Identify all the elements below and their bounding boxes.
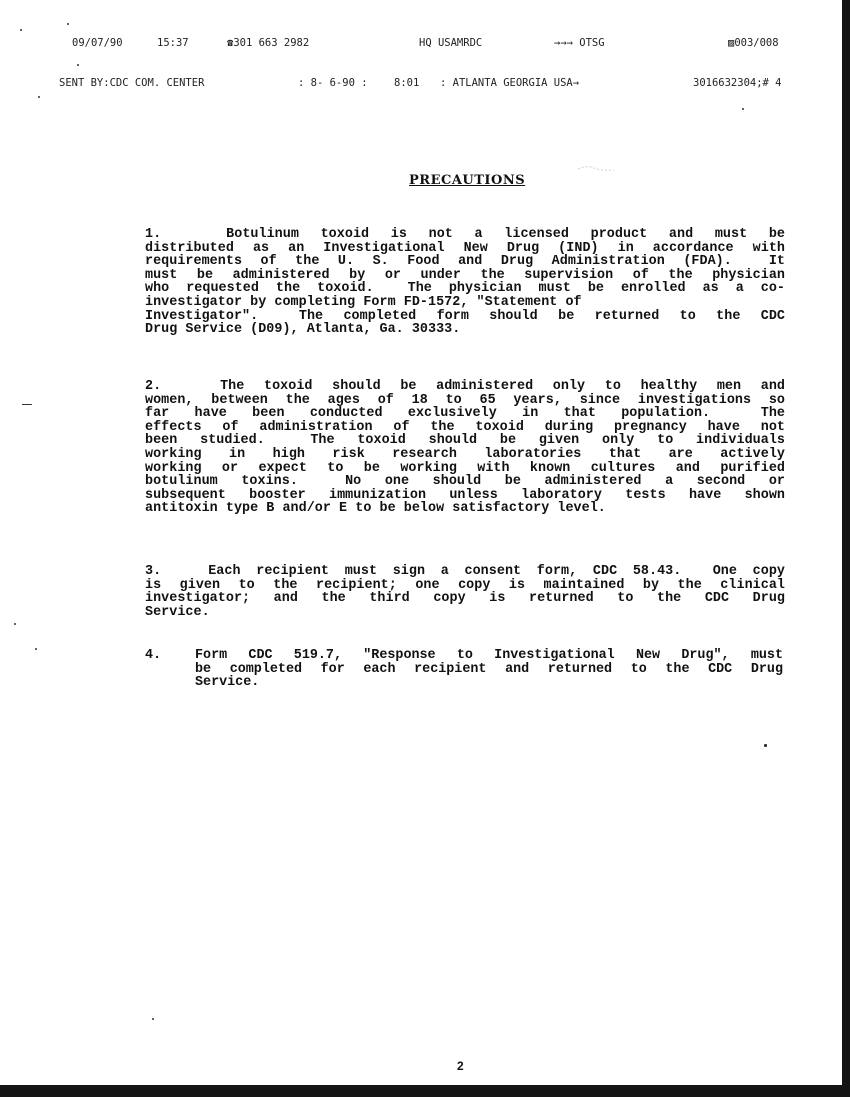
item-4-body [195, 649, 783, 690]
fax-sent-location: : ATLANTA GEORGIA USA→ [440, 77, 580, 89]
scan-smudge [576, 163, 616, 175]
item-4-line: Form CDC 519.7, "Response to Investigational New Drug", must [195, 648, 783, 663]
scan-speck [38, 96, 40, 98]
fax-sent-time: 8:01 [394, 77, 420, 89]
scan-speck [77, 64, 79, 66]
scan-speck [20, 29, 22, 31]
scan-speck [764, 744, 767, 747]
fax-from: HQ USAMRDC [419, 37, 483, 49]
scan-border-right [842, 0, 850, 1097]
item-3-line: 3. Each recipient must sign a consent form, CDC 58.43. One copy [145, 564, 785, 579]
item-1-line: who requested the toxoid. The physician must be enrolled as a co- [145, 281, 785, 297]
fax-sent-by: SENT BY:CDC COM. CENTER [59, 77, 205, 89]
item-4-line: Service. [195, 675, 260, 691]
precaution-item-3 [145, 565, 785, 619]
item-1-line: Drug Service (D09), Atlanta, Ga. 30333. [145, 322, 461, 338]
precaution-item-1 [145, 228, 785, 337]
scan-border-bottom [0, 1085, 850, 1097]
item-2-line: been studied. The toxoid should be given only to individuals [145, 433, 785, 449]
scan-speck [14, 623, 16, 625]
item-1-line: investigator by completing Form FD-1572, "Statement of [145, 294, 582, 310]
precaution-item-2 [145, 380, 785, 516]
scan-speck [67, 23, 69, 25]
item-4-number: 4. [145, 648, 162, 663]
item-3-line: Service. [145, 604, 210, 620]
item-2-line: women, between the ages of 18 to 65 years, since investigations so [145, 392, 785, 408]
item-4-line: be completed for each recipient and returned to the CDC Drug [195, 661, 783, 677]
item-2-line: effects of administration of the toxoid during pregnancy have not [145, 419, 785, 435]
fax-id: 3016632304;# 4 [693, 77, 782, 89]
page-title: PRECAUTIONS [409, 173, 526, 188]
fax-to: →→→ OTSG [554, 37, 605, 49]
item-2-line: botulinum toxins. No one should be administered a second or [145, 474, 785, 490]
item-2-line: subsequent booster immunization unless laboratory tests have shown [145, 487, 785, 503]
fax-sent-date: : 8- 6-90 : [298, 77, 368, 89]
fax-page-count: ▨003/008 [728, 37, 779, 49]
item-2-line: working in high risk research laboratories that are actively [145, 446, 785, 462]
fax-time: 15:37 [157, 37, 189, 49]
item-2-line: far have been conducted exclusively in that population. The [145, 406, 785, 422]
fax-header-line-1 [0, 37, 850, 51]
scan-speck [35, 648, 37, 650]
item-2-line: working or expect to be working with known cultures and purified [145, 460, 785, 476]
scan-speck [22, 404, 32, 405]
item-1-line: requirements of the U. S. Food and Drug Administration (FDA). It [145, 254, 785, 270]
item-1-line: 1. Botulinum toxoid is not a licensed product and must be [145, 227, 785, 242]
item-1-line: Investigator". The completed form should be returned to the CDC [145, 308, 785, 324]
scan-speck [152, 1018, 154, 1020]
item-2-line: antitoxin type B and/or E to be below satisfactory level. [145, 501, 606, 517]
fax-phone: ☎301 663 2982 [227, 37, 310, 49]
fax-header-line-2 [0, 77, 850, 91]
item-2-line: 2. The toxoid should be administered only to healthy men and [145, 379, 785, 394]
scan-speck [742, 108, 744, 110]
page-number: 2 [457, 1059, 464, 1073]
fax-date: 09/07/90 [72, 37, 123, 49]
item-1-line: must be administered by or under the supervision of the physician [145, 267, 785, 283]
item-3-line: investigator; and the third copy is returned to the CDC Drug [145, 591, 785, 607]
item-1-line: distributed as an Investigational New Drug (IND) in accordance with [145, 240, 785, 256]
item-3-line: is given to the recipient; one copy is maintained by the clinical [145, 577, 785, 593]
